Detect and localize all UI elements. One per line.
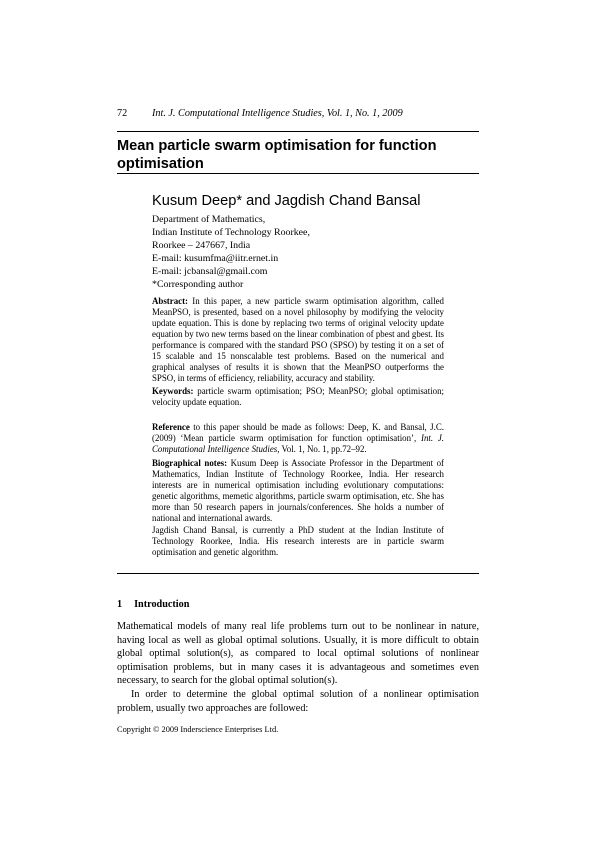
copyright-notice: Copyright © 2009 Inderscience Enterprises Ltd.	[117, 725, 279, 734]
bio-label: Biographical notes:	[152, 458, 228, 468]
affiliation-block	[152, 213, 310, 292]
section-title: Introduction	[134, 599, 190, 610]
bio-text-bansal: Jagdish Chand Bansal, is currently a PhD student at the Indian Institute of Technology Roorkee, India. His research interests are in particle swarm optimisation and genetic algorithm.	[152, 525, 444, 557]
paper-title: Mean particle swarm optimisation for function optimisation	[117, 138, 437, 172]
section-number: 1	[117, 599, 123, 610]
abstract-text: In this paper, a new particle swarm optimisation algorithm, called MeanPSO, is presented, based on a novel philosophy by modifying the velocity update equation. This is done by replacing two terms of original velocity update equation by two new terms based on the linear combination of pbest and gbest. Its performance is compared with the standard PSO (SPSO) by testing it on a set of 15 scalable and 15 nonscalable test problems. Based on the numerical and graphical analyses of results it is shown that the MeanPSO outperforms the SPSO, in terms of efficiency, reliability, accuracy and stability.	[152, 296, 444, 383]
paragraph: Mathematical models of many real life problems turn out to be nonlinear in nature, having local as well as global optimal solutions. Usually, it is more difficult to obtain global optimal solution(s), as compared to local optimal solutions of nonlinear optimisation problems, but in many cases it is advantageous and sometimes even necessary, to search for the global optimal solution(s).	[117, 621, 479, 687]
affiliation-email-1: E-mail: kusumfma@iitr.ernet.in	[152, 253, 279, 265]
section-body	[117, 620, 479, 715]
section-heading	[117, 599, 189, 610]
page-number: 72	[117, 108, 128, 119]
bio-text-deep: Kusum Deep is Associate Professor in the Department of Mathematics, Indian Institute of Technology Roorkee, India. Her research interests are in numerical optimisation including evolutionary computations: genetic algorithms, memetic algorithms, particle swarm optimisation, etc. She has more than 50 research papers in journals/conferences. She holds a number of national and international awards.	[152, 458, 445, 523]
journal-citation: Int. J. Computational Intelligence Studies, Vol. 1, No. 1, 2009	[152, 108, 403, 119]
abstract-label: Abstract:	[152, 296, 188, 306]
keywords-label: Keywords:	[152, 386, 194, 396]
abstract	[152, 296, 444, 384]
title-top-rule	[117, 131, 479, 132]
reference-label: Reference	[152, 422, 190, 432]
corresponding-author-note: *Corresponding author	[152, 279, 244, 291]
reference-text: to this paper should be made as follows: Deep, K. and Bansal, J.C. (2009) ‘Mean particle swarm optimisation for function optimisation’,	[152, 422, 444, 443]
affiliation-department: Department of Mathematics,	[152, 214, 266, 225]
reference-journal: Int. J. Computational Intelligence Studies	[152, 433, 444, 454]
affiliation-email-2: E-mail: jcbansal@gmail.com	[152, 266, 268, 278]
paragraph: In order to determine the global optimal solution of a nonlinear optimisation problem, usually two approaches are followed:	[117, 688, 479, 714]
frontmatter-bottom-rule	[117, 573, 479, 574]
affiliation-address: Roorkee – 247667, India	[152, 240, 251, 252]
reference-volume: , Vol. 1, No. 1, pp.72–92.	[277, 444, 367, 454]
keywords	[152, 386, 444, 408]
keywords-text: particle swarm optimisation; PSO; MeanPSO; global optimisation; velocity update equation.	[152, 386, 444, 407]
biographical-notes	[152, 458, 444, 524]
author-names: Kusum Deep* and Jagdish Chand Bansal	[152, 193, 421, 209]
title-bottom-rule	[117, 173, 479, 174]
affiliation-institute: Indian Institute of Technology Roorkee,	[152, 227, 310, 239]
citation-reference	[152, 422, 444, 455]
